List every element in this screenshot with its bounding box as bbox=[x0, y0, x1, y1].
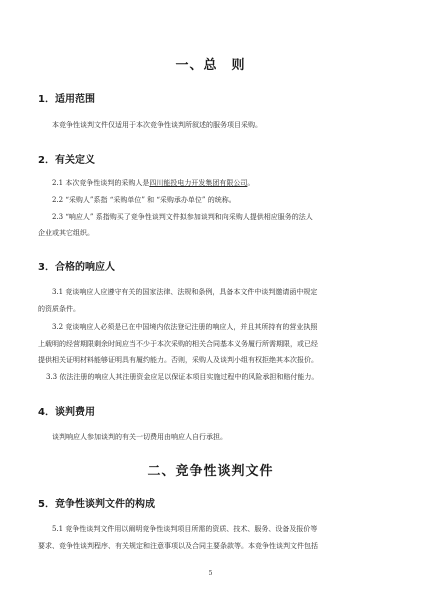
heading-document-composition: 5．竞争性谈判文件的构成 bbox=[38, 499, 155, 510]
paragraph-fees: 谈判响应人参加谈判的有关一切费用由响应人自行承担。 bbox=[52, 433, 227, 441]
heading-qualified-respondent: 3．合格的响应人 bbox=[38, 262, 115, 273]
paragraph-definition-2-3-line2: 企业或其它组织。 bbox=[38, 229, 94, 237]
paragraph-3-1-line1: 3.1 竞谈响应人应遵守有关的国家法律、法规和条例，具备本文件中谈判邀请函中规定 bbox=[52, 288, 318, 296]
paragraph-definition-2-2: 2.2 “采购人”系指 “采购单位” 和 “采购承办单位” 的统称。 bbox=[52, 196, 236, 204]
paragraph-3-2-line1: 3.2 竞谈响应人必须是已在中国境内依法登记注册的响应人，并且其所持有的营业执照 bbox=[52, 323, 318, 331]
paragraph-3-2-line3: 提供相关证明材料能够证明具有履约能力。否则，采购人及谈判小组有权拒绝其本次报价。 bbox=[38, 356, 318, 364]
chapter-title-general: 一、总 则 bbox=[175, 58, 246, 73]
paragraph-3-1-line2: 的资质条件。 bbox=[38, 305, 80, 313]
heading-definitions: 2．有关定义 bbox=[38, 155, 95, 166]
heading-scope: 1．适用范围 bbox=[38, 94, 95, 105]
paragraph-5-1-line2: 要求、竞争性谈判程序、有关规定和注意事项以及合同主要条款等。本竞争性谈判文件包括 bbox=[38, 542, 318, 550]
paragraph-3-3: 3.3 依法注册的响应人其注册资金应足以保证本项目实施过程中的风险承担和赔付能力。 bbox=[46, 373, 319, 381]
paragraph-5-1-line1: 5.1 竞争性谈判文件用以阐明竞争性谈判项目所需的资质、技术、服务、设备及报价等 bbox=[52, 525, 318, 533]
paragraph-3-2-line2: 上载明的经营期限剩余时间应当不少于本次采购的相关合同基本义务履行所需期限，或已经 bbox=[38, 340, 318, 348]
chapter-title-documents: 二、竞争性谈判文件 bbox=[147, 464, 274, 479]
page-number: 5 bbox=[208, 570, 213, 577]
purchaser-name: 四川能投电力开发集团有限公司 bbox=[149, 179, 248, 187]
heading-fees: 4．谈判费用 bbox=[38, 407, 95, 418]
paragraph-definition-2-3-line1: 2.3 “响应人” 系指购买了竞争性谈判文件拟参加谈判和向采购人提供相应服务的法人 bbox=[52, 213, 313, 221]
paragraph-scope: 本竞争性谈判文件仅适用于本次竞争性谈判所叙述的服务项目采购。 bbox=[52, 121, 262, 129]
paragraph-definition-2-1: 2.1 本次竞争性谈判的采购人是四川能投电力开发集团有限公司。 bbox=[52, 179, 255, 187]
